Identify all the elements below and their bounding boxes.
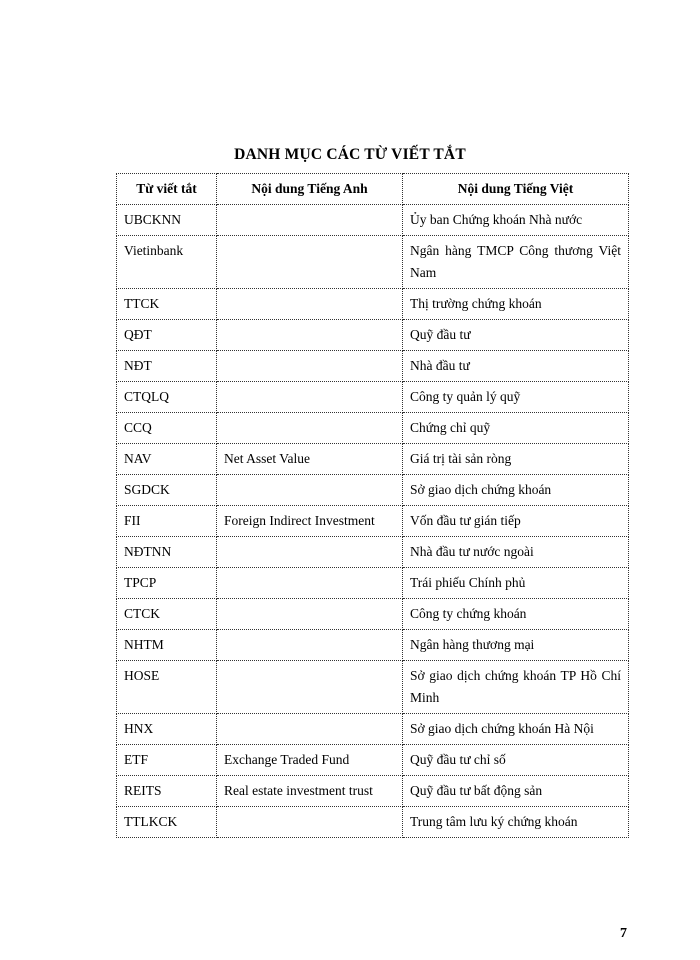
cell-abbreviation: NHTM (117, 630, 217, 661)
cell-english-content (217, 475, 403, 506)
cell-english-content (217, 599, 403, 630)
table-row (117, 599, 629, 630)
cell-abbreviation: NĐT (117, 351, 217, 382)
cell-abbreviation: Vietinbank (117, 236, 217, 289)
cell-vietnamese-content: Chứng chỉ quỹ (403, 413, 629, 444)
table-row (117, 382, 629, 413)
cell-abbreviation: SGDCK (117, 475, 217, 506)
cell-vietnamese-content: Quỹ đầu tư bất động sản (403, 776, 629, 807)
cell-vietnamese-content: Thị trường chứng khoán (403, 289, 629, 320)
cell-english-content (217, 537, 403, 568)
cell-vietnamese-content: Vốn đầu tư gián tiếp (403, 506, 629, 537)
cell-abbreviation: CTCK (117, 599, 217, 630)
cell-vietnamese-content: Sở giao dịch chứng khoán TP Hồ Chí Minh (403, 661, 629, 714)
cell-abbreviation: NĐTNN (117, 537, 217, 568)
cell-english-content (217, 289, 403, 320)
cell-abbreviation: TTCK (117, 289, 217, 320)
cell-vietnamese-content: Ủy ban Chứng khoán Nhà nước (403, 205, 629, 236)
cell-vietnamese-content: Giá trị tài sản ròng (403, 444, 629, 475)
cell-english-content (217, 351, 403, 382)
cell-english-content (217, 382, 403, 413)
cell-english-content (217, 205, 403, 236)
cell-vietnamese-content: Công ty chứng khoán (403, 599, 629, 630)
cell-abbreviation: NAV (117, 444, 217, 475)
cell-vietnamese-content: Ngân hàng TMCP Công thương Việt Nam (403, 236, 629, 289)
cell-vietnamese-content: Nhà đầu tư nước ngoài (403, 537, 629, 568)
cell-vietnamese-content: Trái phiếu Chính phủ (403, 568, 629, 599)
cell-vietnamese-content: Sở giao dịch chứng khoán Hà Nội (403, 714, 629, 745)
cell-english-content (217, 630, 403, 661)
cell-english-content: Real estate investment trust (217, 776, 403, 807)
table-row (117, 776, 629, 807)
table-row (117, 475, 629, 506)
cell-abbreviation: ETF (117, 745, 217, 776)
cell-abbreviation: CTQLQ (117, 382, 217, 413)
header-english-content: Nội dung Tiếng Anh (217, 174, 403, 205)
table-row (117, 320, 629, 351)
table-row (117, 661, 629, 714)
cell-vietnamese-content: Trung tâm lưu ký chứng khoán (403, 807, 629, 838)
table-row (117, 236, 629, 289)
table-body (117, 205, 629, 838)
page-number: 7 (620, 926, 627, 941)
cell-english-content: Foreign Indirect Investment (217, 506, 403, 537)
table-header-row (117, 174, 629, 205)
page-title: DANH MỤC CÁC TỪ VIẾT TẮT (234, 146, 466, 163)
table-row (117, 351, 629, 382)
header-abbreviation: Từ viết tắt (117, 174, 217, 205)
cell-vietnamese-content: Quỹ đầu tư (403, 320, 629, 351)
table-row (117, 444, 629, 475)
cell-abbreviation: REITS (117, 776, 217, 807)
table-row (117, 289, 629, 320)
cell-abbreviation: FII (117, 506, 217, 537)
table-row (117, 537, 629, 568)
table-row (117, 413, 629, 444)
abbreviation-table (116, 173, 629, 838)
cell-vietnamese-content: Nhà đầu tư (403, 351, 629, 382)
table-row (117, 807, 629, 838)
cell-english-content (217, 413, 403, 444)
cell-vietnamese-content: Công ty quản lý quỹ (403, 382, 629, 413)
table-row (117, 506, 629, 537)
cell-vietnamese-content: Sở giao dịch chứng khoán (403, 475, 629, 506)
cell-english-content: Net Asset Value (217, 444, 403, 475)
cell-english-content (217, 320, 403, 351)
cell-abbreviation: TTLKCK (117, 807, 217, 838)
table-row (117, 745, 629, 776)
cell-abbreviation: HNX (117, 714, 217, 745)
cell-abbreviation: TPCP (117, 568, 217, 599)
cell-vietnamese-content: Ngân hàng thương mại (403, 630, 629, 661)
cell-abbreviation: CCQ (117, 413, 217, 444)
table-row (117, 205, 629, 236)
cell-english-content (217, 661, 403, 714)
table-row (117, 714, 629, 745)
header-vietnamese-content: Nội dung Tiếng Việt (403, 174, 629, 205)
cell-abbreviation: UBCKNN (117, 205, 217, 236)
cell-english-content (217, 807, 403, 838)
cell-abbreviation: QĐT (117, 320, 217, 351)
table-row (117, 630, 629, 661)
cell-english-content (217, 236, 403, 289)
cell-abbreviation: HOSE (117, 661, 217, 714)
cell-vietnamese-content: Quỹ đầu tư chỉ số (403, 745, 629, 776)
table-row (117, 568, 629, 599)
cell-english-content: Exchange Traded Fund (217, 745, 403, 776)
cell-english-content (217, 568, 403, 599)
cell-english-content (217, 714, 403, 745)
